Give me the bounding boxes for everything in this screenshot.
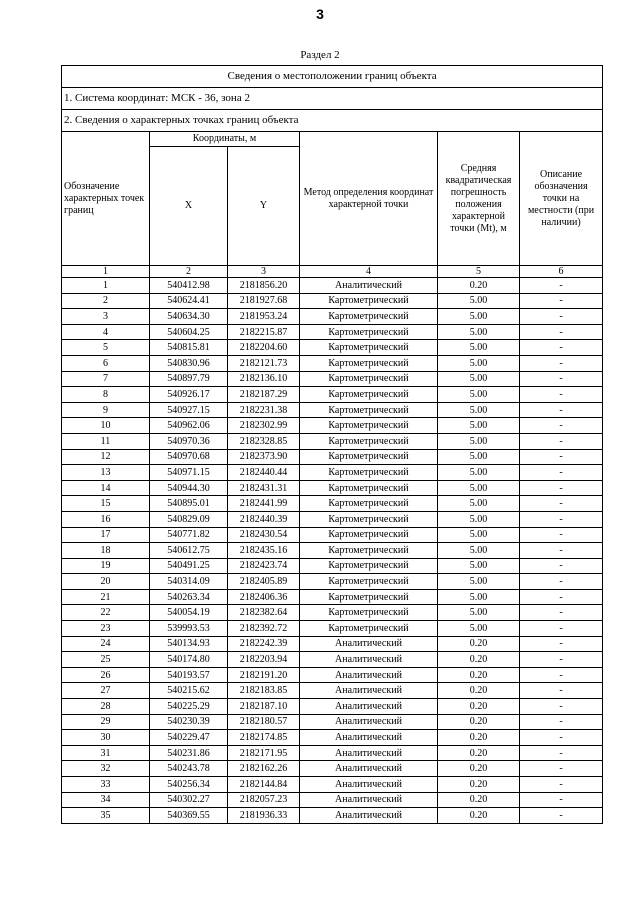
point-number: 28	[62, 699, 150, 715]
coord-x: 540134.93	[150, 636, 228, 652]
table-row	[62, 777, 603, 793]
table-row	[62, 605, 603, 621]
description: -	[520, 761, 603, 777]
table-row	[62, 683, 603, 699]
error-value: 5.00	[438, 574, 520, 590]
method: Аналитический	[300, 652, 438, 668]
point-number: 21	[62, 589, 150, 605]
point-number: 26	[62, 667, 150, 683]
table-row	[62, 527, 603, 543]
coord-y: 2182183.85	[228, 683, 300, 699]
table-row	[62, 278, 603, 294]
error-value: 5.00	[438, 402, 520, 418]
method: Картометрический	[300, 309, 438, 325]
method: Аналитический	[300, 761, 438, 777]
point-number: 7	[62, 371, 150, 387]
table-row	[62, 449, 603, 465]
table-row	[62, 574, 603, 590]
coord-x: 540243.78	[150, 761, 228, 777]
coord-x: 540962.06	[150, 418, 228, 434]
points-section-header: 2. Сведения о характерных точках границ объекта	[62, 110, 603, 132]
error-value: 0.20	[438, 792, 520, 808]
method: Аналитический	[300, 683, 438, 699]
point-number: 10	[62, 418, 150, 434]
error-value: 0.20	[438, 777, 520, 793]
coord-x: 540174.80	[150, 652, 228, 668]
point-number: 11	[62, 433, 150, 449]
description: -	[520, 667, 603, 683]
description: -	[520, 621, 603, 637]
description: -	[520, 324, 603, 340]
coord-x: 540927.15	[150, 402, 228, 418]
error-value: 0.20	[438, 699, 520, 715]
table-row	[62, 808, 603, 824]
point-number: 23	[62, 621, 150, 637]
error-value: 0.20	[438, 745, 520, 761]
coord-x: 539993.53	[150, 621, 228, 637]
column-number: 6	[520, 266, 603, 278]
description: -	[520, 527, 603, 543]
method: Аналитический	[300, 714, 438, 730]
table-row	[62, 745, 603, 761]
error-value: 5.00	[438, 309, 520, 325]
coordinate-system: 1. Система координат: МСК - 36, зона 2	[62, 88, 603, 110]
description: -	[520, 543, 603, 559]
header-x: X	[150, 147, 228, 266]
table-row	[62, 652, 603, 668]
error-value: 0.20	[438, 808, 520, 824]
coord-y: 2182405.89	[228, 574, 300, 590]
coord-y: 2182215.87	[228, 324, 300, 340]
coord-y: 2182180.57	[228, 714, 300, 730]
description: -	[520, 480, 603, 496]
method: Картометрический	[300, 371, 438, 387]
point-number: 32	[62, 761, 150, 777]
error-value: 0.20	[438, 667, 520, 683]
coord-y: 2182191.20	[228, 667, 300, 683]
coord-x: 540225.29	[150, 699, 228, 715]
coord-y: 2182242.39	[228, 636, 300, 652]
error-value: 0.20	[438, 278, 520, 294]
coord-y: 2182121.73	[228, 355, 300, 371]
coord-x: 540302.27	[150, 792, 228, 808]
description: -	[520, 340, 603, 356]
coord-x: 540970.68	[150, 449, 228, 465]
error-value: 5.00	[438, 355, 520, 371]
description: -	[520, 574, 603, 590]
method: Аналитический	[300, 278, 438, 294]
point-number: 20	[62, 574, 150, 590]
coord-y: 2182440.44	[228, 465, 300, 481]
coord-y: 2182302.99	[228, 418, 300, 434]
method: Аналитический	[300, 636, 438, 652]
method: Картометрический	[300, 496, 438, 512]
table-row	[62, 293, 603, 309]
method: Картометрический	[300, 527, 438, 543]
description: -	[520, 558, 603, 574]
coord-y: 2182136.10	[228, 371, 300, 387]
description: -	[520, 449, 603, 465]
method: Аналитический	[300, 730, 438, 746]
description: -	[520, 808, 603, 824]
coord-x: 540256.34	[150, 777, 228, 793]
coord-y: 2182431.31	[228, 480, 300, 496]
description: -	[520, 418, 603, 434]
method: Картометрический	[300, 340, 438, 356]
point-number: 16	[62, 511, 150, 527]
coord-x: 540054.19	[150, 605, 228, 621]
method: Картометрический	[300, 402, 438, 418]
point-number: 1	[62, 278, 150, 294]
point-number: 33	[62, 777, 150, 793]
coord-y: 2182204.60	[228, 340, 300, 356]
description: -	[520, 589, 603, 605]
table-row	[62, 480, 603, 496]
point-number: 25	[62, 652, 150, 668]
coord-x: 540230.39	[150, 714, 228, 730]
description: -	[520, 278, 603, 294]
column-number: 4	[300, 266, 438, 278]
table-row	[62, 667, 603, 683]
point-number: 29	[62, 714, 150, 730]
coord-y: 2182187.29	[228, 387, 300, 403]
point-number: 14	[62, 480, 150, 496]
coord-y: 2182057.23	[228, 792, 300, 808]
coord-y: 2182435.16	[228, 543, 300, 559]
coord-y: 2182440.39	[228, 511, 300, 527]
description: -	[520, 636, 603, 652]
coord-y: 2182144.84	[228, 777, 300, 793]
description: -	[520, 402, 603, 418]
header-method: Метод определения координат характерной точки	[300, 132, 438, 266]
coord-x: 540314.09	[150, 574, 228, 590]
point-number: 22	[62, 605, 150, 621]
error-value: 5.00	[438, 527, 520, 543]
point-number: 4	[62, 324, 150, 340]
coord-y: 2181953.24	[228, 309, 300, 325]
error-value: 5.00	[438, 340, 520, 356]
error-value: 0.20	[438, 652, 520, 668]
table-title: Сведения о местоположении границ объекта	[62, 66, 603, 88]
section-title: Раздел 2	[300, 49, 340, 61]
error-value: 5.00	[438, 449, 520, 465]
error-value: 5.00	[438, 605, 520, 621]
point-number: 27	[62, 683, 150, 699]
description: -	[520, 652, 603, 668]
method: Картометрический	[300, 574, 438, 590]
table-row	[62, 355, 603, 371]
table-row	[62, 309, 603, 325]
column-number: 5	[438, 266, 520, 278]
point-number: 34	[62, 792, 150, 808]
description: -	[520, 792, 603, 808]
table-row	[62, 699, 603, 715]
error-value: 5.00	[438, 496, 520, 512]
description: -	[520, 496, 603, 512]
error-value: 5.00	[438, 465, 520, 481]
error-value: 5.00	[438, 371, 520, 387]
table-row	[62, 402, 603, 418]
coord-x: 540771.82	[150, 527, 228, 543]
coord-x: 540624.41	[150, 293, 228, 309]
error-value: 0.20	[438, 730, 520, 746]
coord-y: 2182174.85	[228, 730, 300, 746]
error-value: 5.00	[438, 387, 520, 403]
description: -	[520, 699, 603, 715]
method: Картометрический	[300, 449, 438, 465]
error-value: 5.00	[438, 543, 520, 559]
column-number: 2	[150, 266, 228, 278]
coord-x: 540231.86	[150, 745, 228, 761]
coord-y: 2182392.72	[228, 621, 300, 637]
description: -	[520, 777, 603, 793]
column-number: 1	[62, 266, 150, 278]
point-number: 6	[62, 355, 150, 371]
error-value: 5.00	[438, 621, 520, 637]
coord-x: 540830.96	[150, 355, 228, 371]
error-value: 5.00	[438, 511, 520, 527]
point-number: 19	[62, 558, 150, 574]
coord-x: 540897.79	[150, 371, 228, 387]
error-value: 0.20	[438, 683, 520, 699]
coord-x: 540604.25	[150, 324, 228, 340]
table-row	[62, 558, 603, 574]
description: -	[520, 730, 603, 746]
coord-x: 540970.36	[150, 433, 228, 449]
method: Картометрический	[300, 558, 438, 574]
description: -	[520, 433, 603, 449]
description: -	[520, 371, 603, 387]
table-row	[62, 324, 603, 340]
table-row	[62, 511, 603, 527]
description: -	[520, 387, 603, 403]
point-number: 35	[62, 808, 150, 824]
point-number: 31	[62, 745, 150, 761]
method: Картометрический	[300, 418, 438, 434]
description: -	[520, 714, 603, 730]
coord-y: 2182373.90	[228, 449, 300, 465]
table-row	[62, 371, 603, 387]
method: Картометрический	[300, 465, 438, 481]
error-value: 0.20	[438, 636, 520, 652]
table-row	[62, 792, 603, 808]
coord-y: 2182430.54	[228, 527, 300, 543]
coord-x: 540369.55	[150, 808, 228, 824]
coord-y: 2182382.64	[228, 605, 300, 621]
page-number: 3	[316, 6, 324, 22]
point-number: 8	[62, 387, 150, 403]
table-row	[62, 433, 603, 449]
table-row	[62, 340, 603, 356]
coord-y: 2181927.68	[228, 293, 300, 309]
coord-x: 540634.30	[150, 309, 228, 325]
method: Аналитический	[300, 808, 438, 824]
coord-x: 540815.81	[150, 340, 228, 356]
method: Картометрический	[300, 293, 438, 309]
coord-y: 2182171.95	[228, 745, 300, 761]
description: -	[520, 683, 603, 699]
description: -	[520, 745, 603, 761]
point-number: 15	[62, 496, 150, 512]
coord-y: 2182406.36	[228, 589, 300, 605]
method: Картометрический	[300, 480, 438, 496]
method: Картометрический	[300, 511, 438, 527]
error-value: 5.00	[438, 324, 520, 340]
coord-x: 540412.98	[150, 278, 228, 294]
description: -	[520, 309, 603, 325]
table-row	[62, 589, 603, 605]
coord-x: 540215.62	[150, 683, 228, 699]
description: -	[520, 355, 603, 371]
coord-y: 2182231.38	[228, 402, 300, 418]
coord-x: 540263.34	[150, 589, 228, 605]
coord-x: 540829.09	[150, 511, 228, 527]
table-row	[62, 730, 603, 746]
coord-x: 540229.47	[150, 730, 228, 746]
error-value: 5.00	[438, 293, 520, 309]
header-error: Средняя квадратическая погрешность положения характерной точки (Mt), м	[438, 132, 520, 266]
method: Картометрический	[300, 589, 438, 605]
point-number: 30	[62, 730, 150, 746]
method: Картометрический	[300, 355, 438, 371]
description: -	[520, 465, 603, 481]
error-value: 5.00	[438, 589, 520, 605]
coord-x: 540895.01	[150, 496, 228, 512]
method: Картометрический	[300, 621, 438, 637]
coord-y: 2182203.94	[228, 652, 300, 668]
header-description: Описание обозначения точки на местности (при наличии)	[520, 132, 603, 266]
method: Картометрический	[300, 324, 438, 340]
error-value: 0.20	[438, 761, 520, 777]
coord-x: 540971.15	[150, 465, 228, 481]
coord-y: 2181936.33	[228, 808, 300, 824]
column-number: 3	[228, 266, 300, 278]
error-value: 5.00	[438, 433, 520, 449]
coord-x: 540491.25	[150, 558, 228, 574]
table-row	[62, 714, 603, 730]
point-number: 13	[62, 465, 150, 481]
method: Аналитический	[300, 667, 438, 683]
point-number: 24	[62, 636, 150, 652]
boundary-points-table	[61, 65, 603, 824]
method: Аналитический	[300, 792, 438, 808]
coord-y: 2182187.10	[228, 699, 300, 715]
coord-y: 2182423.74	[228, 558, 300, 574]
method: Аналитический	[300, 745, 438, 761]
point-number: 12	[62, 449, 150, 465]
header-y: Y	[228, 147, 300, 266]
point-number: 5	[62, 340, 150, 356]
error-value: 5.00	[438, 480, 520, 496]
point-number: 18	[62, 543, 150, 559]
description: -	[520, 293, 603, 309]
method: Картометрический	[300, 387, 438, 403]
table-row	[62, 761, 603, 777]
coord-x: 540612.75	[150, 543, 228, 559]
point-number: 3	[62, 309, 150, 325]
coord-x: 540926.17	[150, 387, 228, 403]
coord-y: 2182441.99	[228, 496, 300, 512]
table-row	[62, 496, 603, 512]
method: Картометрический	[300, 543, 438, 559]
method: Картометрический	[300, 605, 438, 621]
table-row	[62, 387, 603, 403]
point-number: 17	[62, 527, 150, 543]
method: Аналитический	[300, 777, 438, 793]
coord-y: 2181856.20	[228, 278, 300, 294]
table-row	[62, 465, 603, 481]
error-value: 5.00	[438, 558, 520, 574]
coord-y: 2182162.26	[228, 761, 300, 777]
description: -	[520, 511, 603, 527]
coord-x: 540944.30	[150, 480, 228, 496]
table-row	[62, 636, 603, 652]
error-value: 5.00	[438, 418, 520, 434]
error-value: 0.20	[438, 714, 520, 730]
method: Картометрический	[300, 433, 438, 449]
header-coordinates: Координаты, м	[150, 132, 300, 147]
description: -	[520, 605, 603, 621]
method: Аналитический	[300, 699, 438, 715]
header-designation: Обозначение характерных точек границ	[62, 132, 150, 266]
coord-x: 540193.57	[150, 667, 228, 683]
table-row	[62, 621, 603, 637]
table-row	[62, 543, 603, 559]
point-number: 2	[62, 293, 150, 309]
table-row	[62, 418, 603, 434]
coord-y: 2182328.85	[228, 433, 300, 449]
point-number: 9	[62, 402, 150, 418]
